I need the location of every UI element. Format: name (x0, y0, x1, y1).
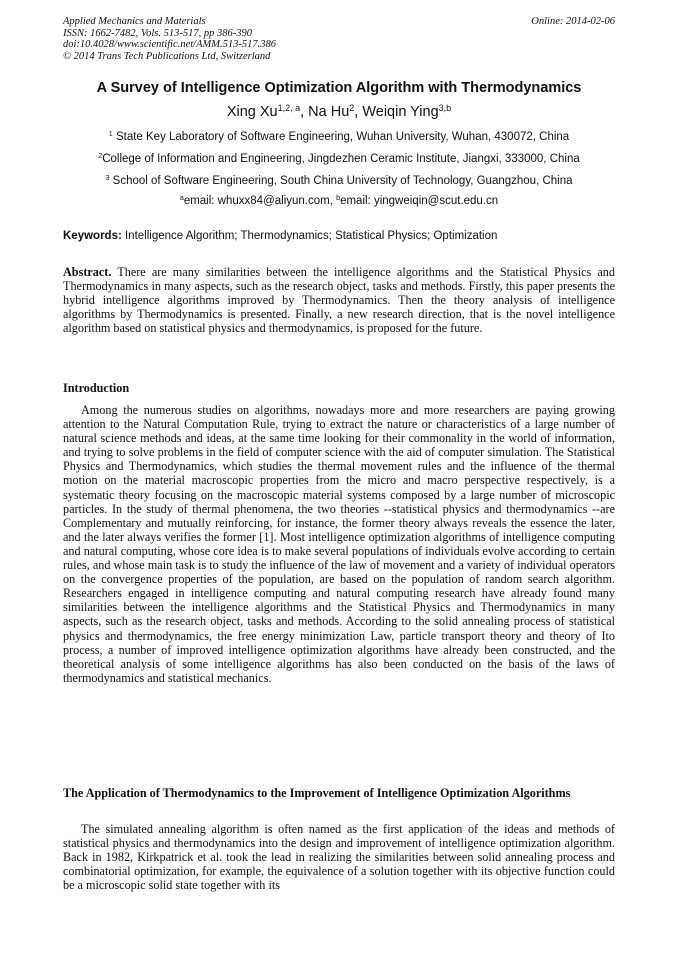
affiliation-sup: 2 (98, 152, 103, 161)
email-sup: a (179, 194, 184, 203)
author-line (40, 104, 638, 120)
keywords-label: Keywords: (63, 230, 122, 242)
introduction-heading: Introduction (63, 381, 130, 395)
author-sup: 3,b (438, 103, 452, 114)
affiliation-text: College of Information and Engineering, Jingdezhen Ceramic Institute, Jiangxi, 333000, China (102, 153, 580, 165)
doi-line: doi:10.4028/www.scientific.net/AMM.513-517.386 (63, 39, 276, 50)
affiliation-sup: 3 (105, 174, 110, 183)
abstract (63, 265, 615, 335)
journal-header (63, 16, 615, 62)
email-text: email: yingweiqin@scut.edu.cn (340, 195, 499, 207)
email-line (40, 195, 638, 207)
introduction-text: Among the numerous studies on algorithms, nowadays more and more researchers are paying growing attention to the Natural Computation Rule, trying to extract the nature or characteristics of a large number of natural science methods and ideas, at the same time looking for their commonality in the world of information, and trying to solve problems in the field of computer science with the aid of computer simulation. The Statistical Physics and Thermodynamics, which studies the thermal movement rules and the influence of the thermal motion on the material macroscopic properties from the micro and macro perspective respectively, is a systematic theory focusing on the macroscopic material systems composed by a large number of microscopic particles. In the study of thermal phenomena, the two theories --statistical physics and thermodynamics --are Complementary and mutually reinforcing, for instance, the former theory always reveals the essence the later, and the later always verifies the former [1]. Most intelligence optimization algorithms of intelligence computing and natural computing, whose core idea is to make several populations of individuals evolve according to certain rules, and whose main task is to study the influence of the law of movement and a variety of individual operators on the convergence properties of the population, are based on the population of random search algorithm. Researchers engaged in intelligence computing and natural computing research have already found many similarities between the intelligence algorithms and the Statistical Physics and Thermodynamics in many aspects, such as the research object, tasks and methods. According to the solid annealing process of statistical physics and thermodynamics, the free energy minimization Law, particle transport theory and theory of Ito process, a number of improved intelligence optimization algorithms have already been constructed, and the theoretical analysis of some intelligence algorithms has also been conducted on the basis of the laws of thermodynamics and statistical mechanics. (63, 403, 615, 685)
affiliation-1 (40, 131, 638, 143)
issn-line: ISSN: 1662-7482, Vols. 513-517, pp 386-390 (63, 27, 252, 39)
section2-heading: The Application of Thermodynamics to the Improvement of Intelligence Optimization Algorithms (63, 786, 571, 800)
author-separator: , (300, 104, 309, 120)
copyright-line: © 2014 Trans Tech Publications Ltd, Switzerland (63, 50, 271, 62)
paper-title: A Survey of Intelligence Optimization Algorithm with Thermodynamics (96, 80, 582, 96)
abstract-label: Abstract. (63, 265, 112, 279)
journal-name: Applied Mechanics and Materials (63, 16, 206, 27)
affiliation-sup: 1 (108, 130, 113, 139)
keywords-text: Intelligence Algorithm; Thermodynamics; Statistical Physics; Optimization (121, 230, 498, 242)
email-sup: b (336, 194, 341, 203)
author-name: Weiqin Ying (362, 104, 439, 120)
online-date: Online: 2014-02-06 (531, 16, 615, 27)
author-separator: , (354, 104, 363, 120)
abstract-text: There are many similarities between the intelligence algorithms and the Statistical Physics and Thermodynamics in many aspects, such as the research object, tasks and methods. Firstly, this paper presents the hybrid intelligence algorithms improved by Thermodynamics. Then the theory analysis of intelligence algorithms by Thermodynamics is presented. Finally, a new research direction, that is the novel intelligence algorithm based on statistical physics and thermodynamics, is proposed for the future. (63, 265, 615, 336)
affiliation-text: School of Software Engineering, South China University of Technology, Guangzhou, China (109, 175, 573, 187)
affiliation-3 (40, 175, 638, 187)
affiliation-2 (40, 153, 638, 165)
affiliation-text: State Key Laboratory of Software Engineering, Wuhan University, Wuhan, 430072, China (112, 131, 570, 143)
keywords (63, 230, 615, 242)
email-text: email: whuxx84@aliyun.com, (183, 195, 337, 207)
author-sup: 1,2, a (277, 103, 301, 114)
author-name: Na Hu (308, 104, 350, 120)
author-sup: 2 (349, 103, 355, 114)
section2-text: The simulated annealing algorithm is often named as the first application of the ideas and methods of statistical physics and thermodynamics into the design and improvement of intelligence optimization algorithm. Back in 1982, Kirkpatrick et al. took the lead in realizing the similarities between solid annealing process and combinatorial optimization, for example, the equivalence of a solution together with its objective function could be a microscopic solid state together with its (63, 822, 615, 893)
author-name: Xing Xu (226, 104, 278, 120)
